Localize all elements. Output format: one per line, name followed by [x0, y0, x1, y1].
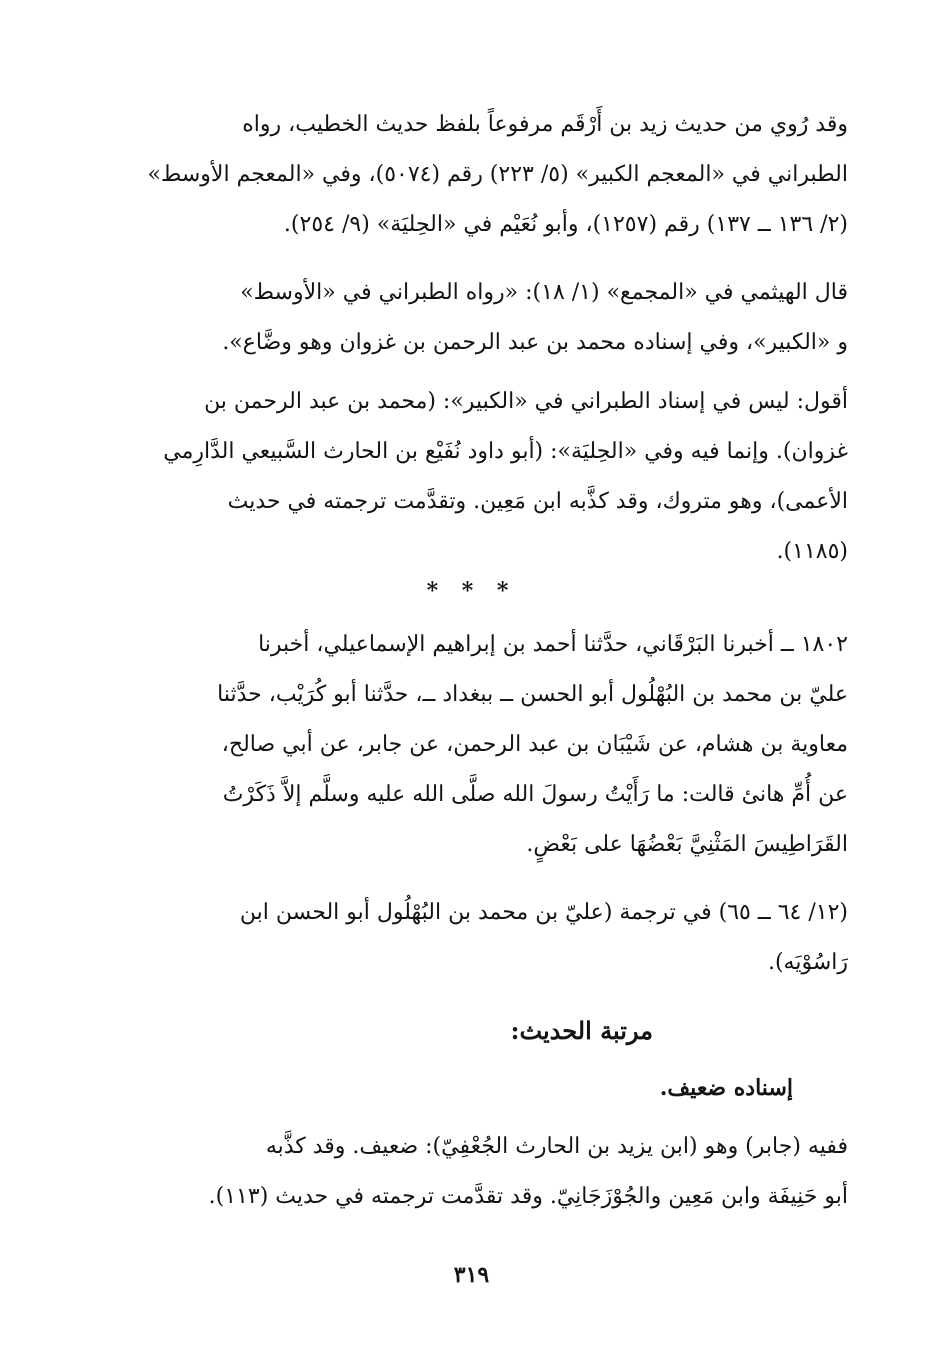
text-line: عليّ بن محمد بن البُهْلُول أبو الحسن ــ ببغداد ــ، حدَّثنا أبو كُرَيْب، حدَّثنا — [217, 682, 848, 707]
source-reference — [88, 888, 848, 988]
text-line: الطبراني في «المعجم الكبير» (٥/ ٢٢٣) رقم (٥٠٧٤)، وفي «المعجم الأوسط» — [147, 162, 848, 187]
grade-heading: مرتبة الحديث: — [510, 1016, 653, 1045]
text-line: وقد رُوي من حديث زيد بن أَرْقَم مرفوعاً بلفظ حديث الخطيب، رواه — [242, 112, 848, 137]
text-line: و «الكبير»، وفي إسناده محمد بن عبد الرحمن بن غزوان وهو وضَّاع». — [222, 330, 848, 355]
page-number: ٣١٩ — [453, 1262, 490, 1288]
grade-explanation — [88, 1122, 848, 1222]
text-line: معاوية بن هشام، عن شَيْبَان بن عبد الرحمن، عن جابر، عن أبي صالح، — [221, 732, 848, 757]
hadith-isnad — [88, 620, 848, 770]
text-line: (٢/ ١٣٦ ــ ١٣٧) رقم (١٢٥٧)، وأبو نُعَيْم في «الحِليَة» (٩/ ٢٥٤). — [283, 212, 848, 237]
text-line: أقول: ليس في إسناد الطبراني في «الكبير»: (محمد بن عبد الرحمن بن — [204, 389, 848, 414]
paragraph-haythami — [88, 268, 848, 368]
section-separator: * * * — [426, 578, 517, 604]
paragraph-aqul — [88, 377, 848, 577]
text-line: غزوان). وإنما فيه وفي «الحِليَة»: (أبو داود نُفَيْع بن الحارث السَّبيعي الدَّارِمي — [163, 439, 848, 464]
text-line: (١١٨٥). — [776, 539, 848, 564]
text-line: قال الهيثمي في «المجمع» (١/ ١٨): «رواه الطبراني في «الأوسط» — [240, 280, 848, 305]
text-line: الأعمى)، وهو متروك، وقد كذَّبه ابن مَعِين. وتقدَّمت ترجمته في حديث — [227, 489, 848, 514]
text-line: ١٨٠٢ ــ أخبرنا البَرْقَاني، حدَّثنا أحمد بن إبراهيم الإسماعيلي، أخبرنا — [258, 632, 848, 657]
text-line: ففيه (جابر) وهو (ابن يزيد بن الحارث الجُعْفِيّ): ضعيف. وقد كذَّبه — [265, 1134, 848, 1159]
grade-verdict: إسناده ضعيف. — [659, 1075, 793, 1101]
text-line: عن أُمِّ هانئ قالت: ما رَأَيْتُ رسولَ الله صلَّى الله عليه وسلَّم إلاَّ ذَكَرْتُ — [222, 782, 848, 807]
hadith-matn — [88, 770, 848, 870]
text-line: أبو حَنِيفَة وابن مَعِين والجُوْزَجَانِيّ. وقد تقدَّمت ترجمته في حديث (١١٣). — [208, 1184, 848, 1209]
text-line: رَاسُوْيَه). — [767, 950, 848, 975]
text-line: (١٢/ ٦٤ ــ ٦٥) في ترجمة (عليّ بن محمد بن البُهْلُول أبو الحسن ابن — [239, 900, 848, 925]
text-line: القَرَاطِيسَ المَثْنِيَّ بَعْضُهَا على بَعْضٍ. — [526, 832, 848, 857]
paragraph-takhrij — [88, 100, 848, 250]
